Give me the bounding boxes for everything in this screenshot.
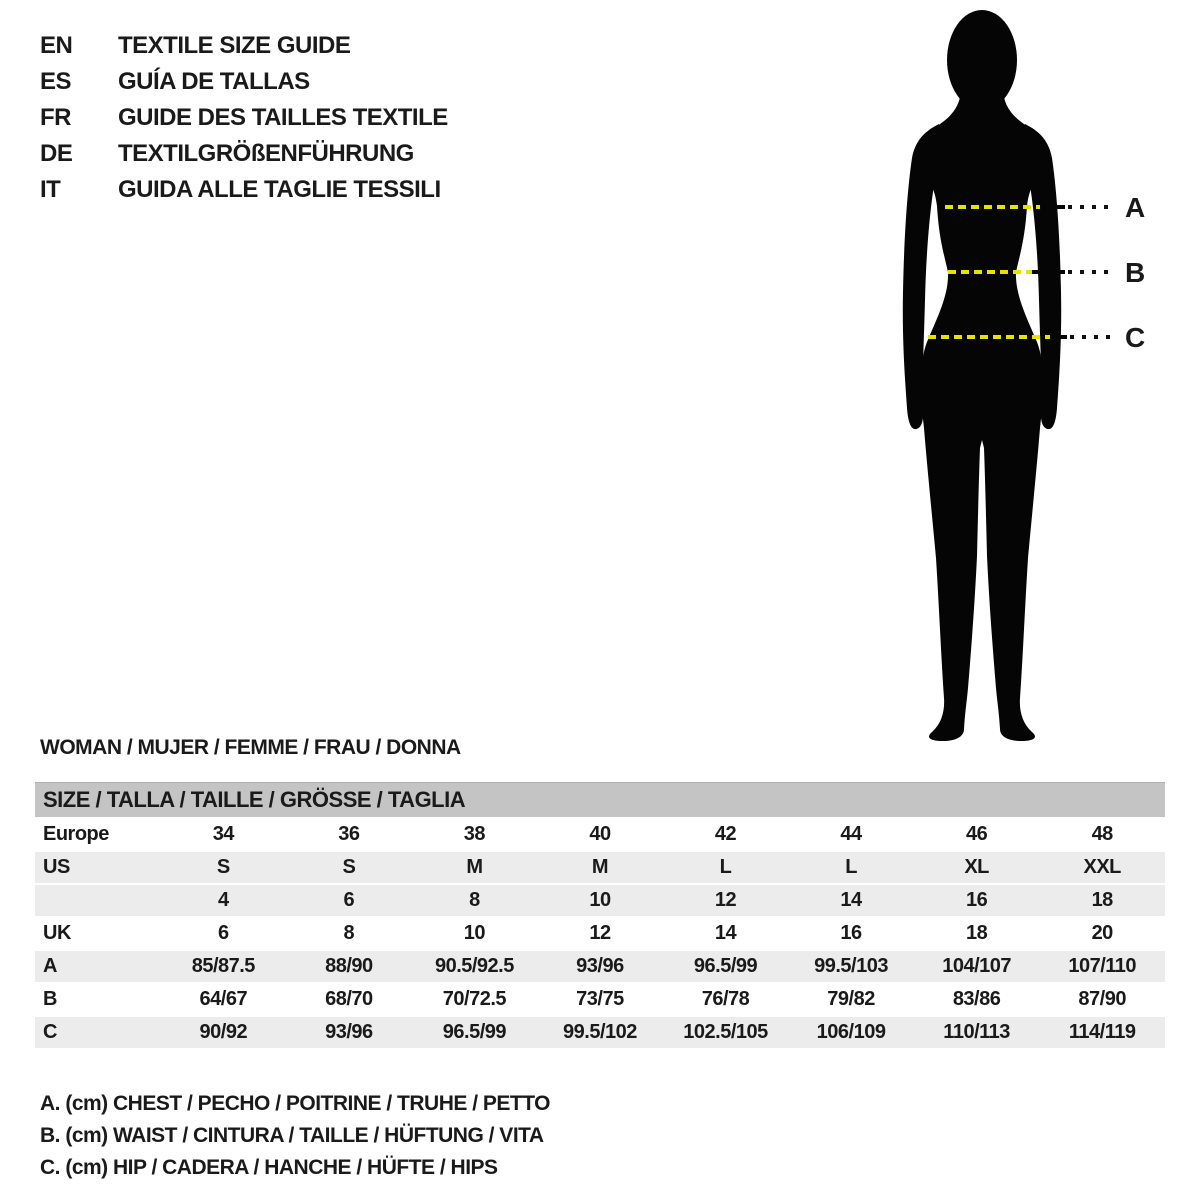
- table-cell: 14: [788, 884, 914, 917]
- table-cell: 114/119: [1039, 1016, 1165, 1049]
- table-cell: 96.5/99: [663, 950, 789, 983]
- language-code: EN: [40, 32, 73, 59]
- measure-label-c: C: [1125, 322, 1146, 353]
- table-cell: 10: [537, 884, 663, 917]
- table-cell: 83/86: [914, 983, 1040, 1016]
- table-cell: 6: [286, 884, 412, 917]
- measure-label-b: B: [1125, 257, 1146, 288]
- guide-title: TEXTILE SIZE GUIDE: [118, 32, 351, 59]
- table-cell: 18: [914, 917, 1040, 950]
- table-cell: 99.5/103: [788, 950, 914, 983]
- list-item: [40, 64, 448, 100]
- table-cell: 110/113: [914, 1016, 1040, 1049]
- measurement-figure: [875, 0, 1195, 745]
- table-cell: 18: [1039, 884, 1165, 917]
- table-row-chest: [35, 950, 1165, 983]
- table-cell: 38: [412, 818, 538, 851]
- table-cell: 8: [412, 884, 538, 917]
- language-code: FR: [40, 104, 71, 131]
- table-cell: 34: [161, 818, 287, 851]
- table-row-us-numeric: [35, 884, 1165, 917]
- table-cell: M: [537, 851, 663, 884]
- table-cell: 12: [537, 917, 663, 950]
- row-label: UK: [35, 917, 161, 950]
- list-item: [40, 136, 448, 172]
- section-title-woman: WOMAN / MUJER / FEMME / FRAU / DONNA: [40, 736, 461, 759]
- table-cell: 68/70: [286, 983, 412, 1016]
- language-code: DE: [40, 140, 73, 167]
- table-cell: 87/90: [1039, 983, 1165, 1016]
- table-row-uk: [35, 917, 1165, 950]
- table-cell: 42: [663, 818, 789, 851]
- list-item: [40, 28, 448, 64]
- table-cell: 90.5/92.5: [412, 950, 538, 983]
- row-label: US: [35, 851, 161, 884]
- table-cell: M: [412, 851, 538, 884]
- table-cell: L: [663, 851, 789, 884]
- language-code: IT: [40, 176, 61, 203]
- table-row-europe: [35, 818, 1165, 851]
- table-cell: 64/67: [161, 983, 287, 1016]
- table-cell: 6: [161, 917, 287, 950]
- guide-title: TEXTILGRÖßENFÜHRUNG: [118, 140, 414, 167]
- table-cell: 12: [663, 884, 789, 917]
- language-title-list: [40, 28, 448, 208]
- table-cell: 10: [412, 917, 538, 950]
- guide-title: GUIDE DES TAILLES TEXTILE: [118, 104, 448, 131]
- list-item: [40, 100, 448, 136]
- table-cell: 14: [663, 917, 789, 950]
- table-cell: 40: [537, 818, 663, 851]
- table-cell: 107/110: [1039, 950, 1165, 983]
- row-label: A: [35, 950, 161, 983]
- table-cell: 85/87.5: [161, 950, 287, 983]
- table-cell: 20: [1039, 917, 1165, 950]
- table-cell: XXL: [1039, 851, 1165, 884]
- table-cell: 88/90: [286, 950, 412, 983]
- table-cell: S: [161, 851, 287, 884]
- table-row-hip: [35, 1016, 1165, 1049]
- table-cell: 99.5/102: [537, 1016, 663, 1049]
- table-cell: 90/92: [161, 1016, 287, 1049]
- guide-title: GUÍA DE TALLAS: [118, 68, 310, 95]
- table-header-row: [35, 783, 1165, 819]
- table-cell: 73/75: [537, 983, 663, 1016]
- legend-chest: A. (cm) CHEST / PECHO / POITRINE / TRUHE / PETTO: [40, 1092, 551, 1115]
- legend-waist: B. (cm) WAIST / CINTURA / TAILLE / HÜFTUNG / VITA: [40, 1124, 544, 1147]
- size-table-header: SIZE / TALLA / TAILLE / GRÖSSE / TAGLIA: [35, 783, 1165, 819]
- legend-hip: C. (cm) HIP / CADERA / HANCHE / HÜFTE / HIPS: [40, 1156, 498, 1179]
- language-code: ES: [40, 68, 72, 95]
- table-cell: 106/109: [788, 1016, 914, 1049]
- woman-silhouette-diagram: [875, 0, 1195, 745]
- table-cell: 93/96: [286, 1016, 412, 1049]
- size-table: [35, 782, 1165, 1050]
- list-item: [40, 172, 448, 208]
- table-cell: 102.5/105: [663, 1016, 789, 1049]
- table-cell: XL: [914, 851, 1040, 884]
- table-cell: 16: [914, 884, 1040, 917]
- row-label: B: [35, 983, 161, 1016]
- table-cell: S: [286, 851, 412, 884]
- row-label: C: [35, 1016, 161, 1049]
- table-cell: 104/107: [914, 950, 1040, 983]
- table-cell: 48: [1039, 818, 1165, 851]
- guide-title: GUIDA ALLE TAGLIE TESSILI: [118, 176, 441, 203]
- table-row-us: [35, 851, 1165, 884]
- table-cell: 46: [914, 818, 1040, 851]
- table-cell: 8: [286, 917, 412, 950]
- table-cell: L: [788, 851, 914, 884]
- table-cell: 96.5/99: [412, 1016, 538, 1049]
- table-cell: 4: [161, 884, 287, 917]
- measurement-legend: [40, 1088, 550, 1184]
- table-cell: 79/82: [788, 983, 914, 1016]
- table-cell: 36: [286, 818, 412, 851]
- row-label: [35, 884, 161, 917]
- table-row-waist: [35, 983, 1165, 1016]
- table-cell: 44: [788, 818, 914, 851]
- measure-label-a: A: [1125, 192, 1146, 223]
- table-cell: 76/78: [663, 983, 789, 1016]
- table-cell: 93/96: [537, 950, 663, 983]
- table-cell: 70/72.5: [412, 983, 538, 1016]
- row-label: Europe: [35, 818, 161, 851]
- table-cell: 16: [788, 917, 914, 950]
